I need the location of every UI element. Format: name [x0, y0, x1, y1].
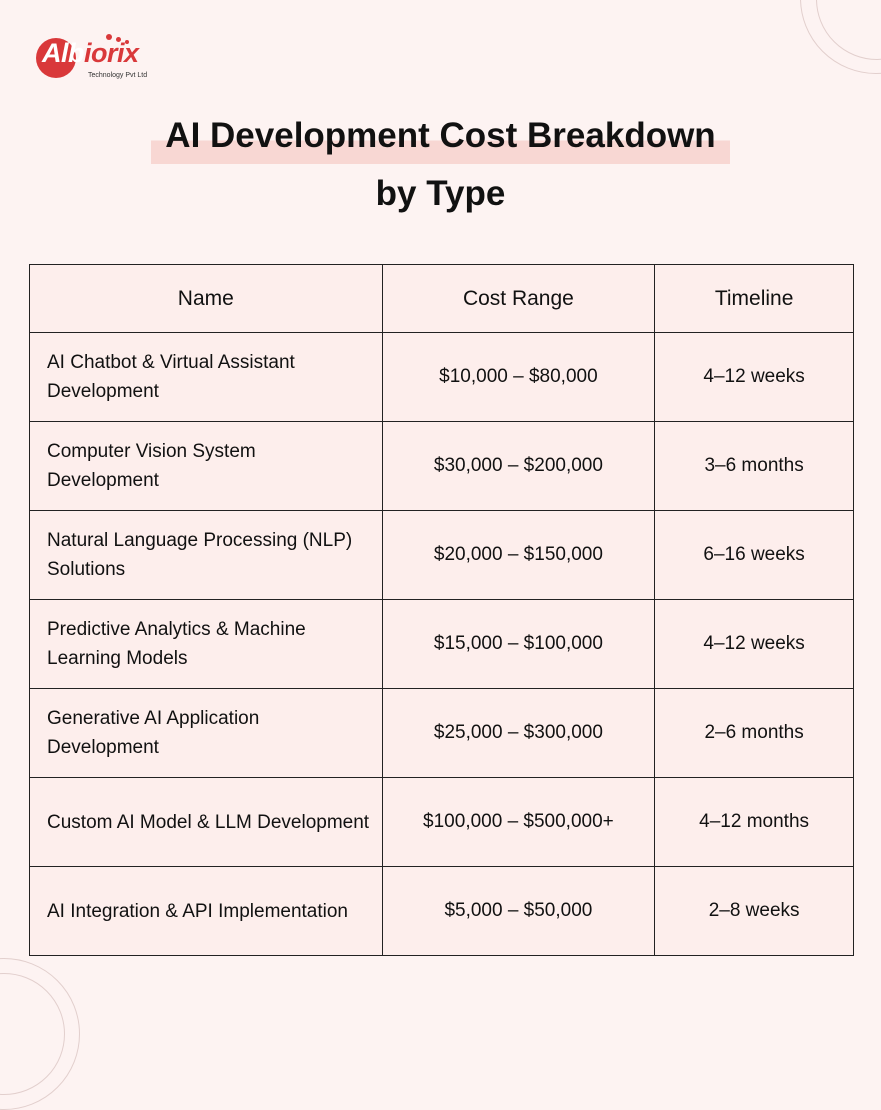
- row-cost: $100,000 – $500,000+: [382, 778, 655, 867]
- table-row: [30, 689, 854, 778]
- table-row: [30, 600, 854, 689]
- logo-main-text: Alb: [42, 38, 84, 68]
- header-name: Name: [30, 265, 383, 333]
- row-name: Generative AI Application Development: [30, 689, 383, 778]
- table-header-row: [30, 265, 854, 333]
- row-name: Predictive Analytics & Machine Learning Models: [30, 600, 383, 689]
- logo-wordmark: [38, 38, 139, 69]
- title-line-1: AI Development Cost Breakdown: [151, 112, 729, 164]
- company-logo: [38, 32, 148, 84]
- row-name: Natural Language Processing (NLP) Solutions: [30, 511, 383, 600]
- header-cost-range: Cost Range: [382, 265, 655, 333]
- row-timeline: 6–16 weeks: [655, 511, 854, 600]
- title-line-2: by Type: [375, 174, 506, 213]
- row-timeline: 4–12 months: [655, 778, 854, 867]
- table-row: [30, 778, 854, 867]
- page-title: [0, 112, 881, 214]
- row-timeline: 4–12 weeks: [655, 333, 854, 422]
- row-name: Custom AI Model & LLM Development: [30, 778, 383, 867]
- row-cost: $25,000 – $300,000: [382, 689, 655, 778]
- row-name: Computer Vision System Development: [30, 422, 383, 511]
- row-cost: $20,000 – $150,000: [382, 511, 655, 600]
- row-cost: $5,000 – $50,000: [382, 867, 655, 956]
- cost-table: [29, 264, 854, 956]
- table-row: [30, 333, 854, 422]
- row-cost: $30,000 – $200,000: [382, 422, 655, 511]
- row-timeline: 2–8 weeks: [655, 867, 854, 956]
- row-cost: $10,000 – $80,000: [382, 333, 655, 422]
- header-timeline: Timeline: [655, 265, 854, 333]
- table-row: [30, 422, 854, 511]
- row-timeline: 4–12 weeks: [655, 600, 854, 689]
- logo-subtitle: Technology Pvt Ltd: [88, 72, 148, 79]
- row-cost: $15,000 – $100,000: [382, 600, 655, 689]
- row-name: AI Integration & API Implementation: [30, 867, 383, 956]
- table-row: [30, 867, 854, 956]
- row-timeline: 2–6 months: [655, 689, 854, 778]
- logo-accent-text: iorix: [84, 38, 139, 68]
- table-row: [30, 511, 854, 600]
- row-timeline: 3–6 months: [655, 422, 854, 511]
- row-name: AI Chatbot & Virtual Assistant Development: [30, 333, 383, 422]
